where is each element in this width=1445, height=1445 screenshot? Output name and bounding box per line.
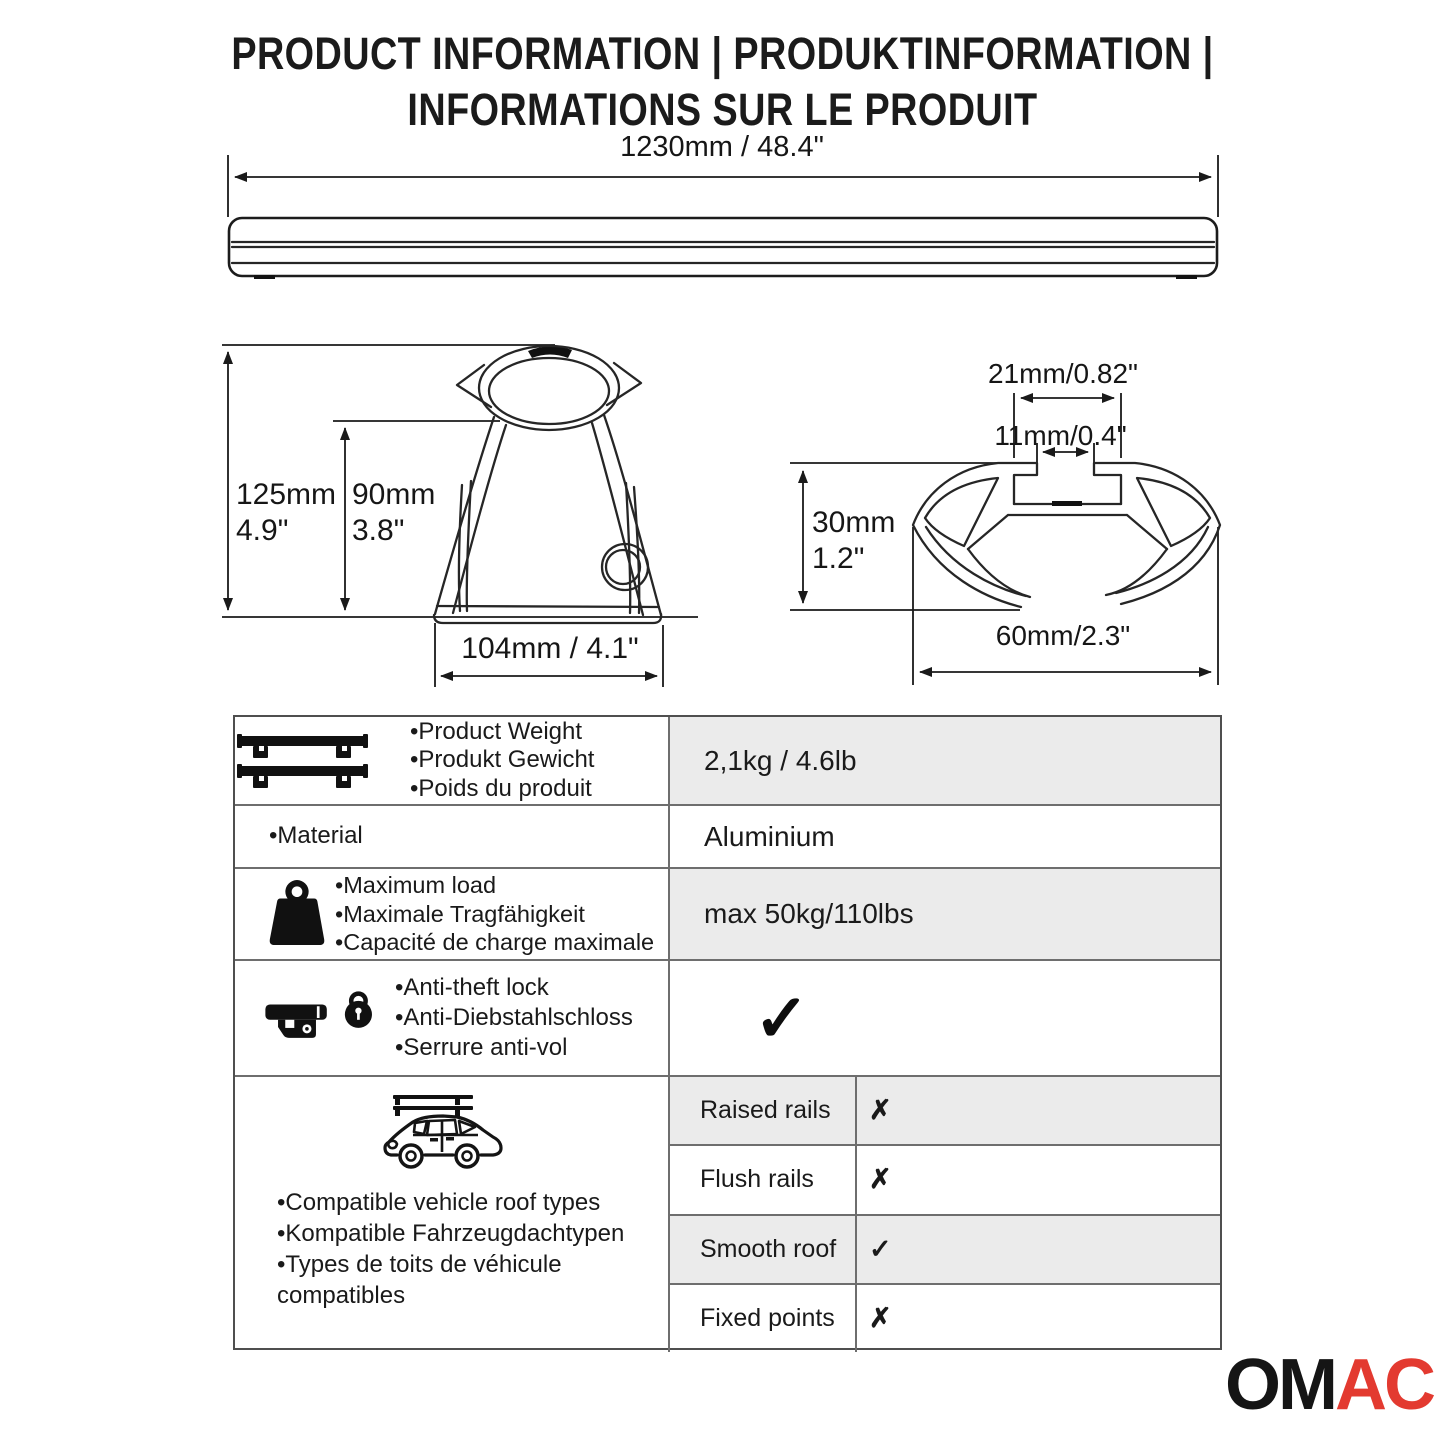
omac-logo-om: OM <box>1225 1345 1335 1425</box>
raised-rails-mark: ✗ <box>869 1095 892 1126</box>
label-roof-types-de: •Kompatible Fahrzeugdachtypen <box>277 1220 625 1247</box>
omac-logo <box>1188 1345 1433 1425</box>
foot-width-dim: 104mm / 4.1" <box>461 632 639 665</box>
roof-types-labels <box>277 1187 639 1311</box>
roof-type-row-raised-rails <box>670 1077 1220 1144</box>
anti-theft-labels <box>395 973 633 1063</box>
profile-channel-mark <box>1052 501 1082 506</box>
profile-height-mm: 30mm <box>812 506 896 539</box>
page-title <box>0 26 1445 138</box>
material-label-cell <box>235 806 670 867</box>
smooth-roof-label: Smooth roof <box>670 1216 857 1283</box>
max-load-value: max 50kg/110lbs <box>670 869 1220 959</box>
product-weight-value: 2,1kg / 4.6lb <box>670 717 1220 804</box>
table-row-max-load <box>235 867 1220 959</box>
crossbar-profile-diagram <box>780 355 1240 700</box>
lock-icon <box>265 990 385 1046</box>
foot-diagram <box>210 335 700 695</box>
smooth-roof-mark: ✓ <box>869 1233 892 1264</box>
label-material: •Material <box>269 822 363 850</box>
anti-theft-value <box>670 961 1220 1075</box>
table-row-material <box>235 804 1220 867</box>
profile-height-in: 1.2" <box>812 542 865 575</box>
max-load-labels <box>335 871 654 957</box>
product-weight-labels <box>410 718 594 804</box>
label-product-weight-de: •Produkt Gewicht <box>410 746 595 774</box>
label-max-load-de: •Maximale Tragfähigkeit <box>335 900 585 927</box>
omac-logo-ac: AC <box>1335 1345 1433 1425</box>
title-line-1: PRODUCT INFORMATION | PRODUKTINFORMATION | <box>231 28 1214 79</box>
crossbar-side-view-diagram <box>215 135 1230 300</box>
label-max-load-fr: •Capacité de charge maximale <box>335 929 655 956</box>
anti-theft-label-cell <box>235 961 670 1075</box>
label-anti-theft-de: •Anti-Diebstahlschloss <box>395 1004 633 1031</box>
table-row-roof-types <box>235 1075 1220 1352</box>
bar-foot-mark-right <box>1176 275 1197 279</box>
flush-rails-label: Flush rails <box>670 1146 857 1213</box>
fixed-points-mark: ✗ <box>869 1302 892 1333</box>
bar-length-dim: 1230mm / 48.4" <box>620 131 824 163</box>
label-anti-theft-fr: •Serrure anti-vol <box>395 1034 568 1061</box>
material-value: Aluminium <box>704 820 835 852</box>
fixed-points-label: Fixed points <box>670 1285 857 1352</box>
max-load-label-cell <box>235 869 670 959</box>
roof-type-row-fixed-points <box>670 1283 1220 1352</box>
label-roof-types-en: •Compatible vehicle roof types <box>277 1189 601 1216</box>
profile-width-dim: 60mm/2.3" <box>995 620 1131 651</box>
title-line-2: INFORMATIONS SUR LE PRODUIT <box>407 84 1038 135</box>
raised-rails-label: Raised rails <box>670 1077 857 1144</box>
foot-inner-height-mm: 90mm <box>352 478 436 511</box>
foot-inner-height-in: 3.8" <box>352 514 405 547</box>
profile-top-inner-dim: 11mm/0.4" <box>994 420 1127 451</box>
product-weight-label-cell <box>235 717 670 804</box>
table-row-anti-theft <box>235 959 1220 1075</box>
foot-outer-height-mm: 125mm <box>236 478 337 511</box>
label-anti-theft-en: •Anti-theft lock <box>395 974 549 1001</box>
label-product-weight-en: •Product Weight <box>410 717 583 745</box>
flush-rails-mark: ✗ <box>869 1164 892 1195</box>
crossbars-icon <box>235 732 370 790</box>
roof-types-label-cell <box>235 1077 670 1352</box>
label-product-weight-fr: •Poids du produit <box>410 774 592 802</box>
weight-icon <box>265 879 329 949</box>
roof-type-row-flush-rails <box>670 1144 1220 1213</box>
label-max-load-en: •Maximum load <box>335 872 497 899</box>
padlock-glyph <box>345 994 372 1028</box>
roof-type-row-smooth-roof <box>670 1214 1220 1283</box>
profile-top-outer-dim: 21mm/0.82" <box>987 358 1138 389</box>
bar-foot-mark-left <box>254 275 275 279</box>
label-roof-types-fr: •Types de toits de véhicule compatibles <box>277 1251 562 1309</box>
checkmark: ✓ <box>754 981 810 1055</box>
spec-table <box>233 715 1222 1350</box>
foot-outer-height-in: 4.9" <box>236 514 289 547</box>
car-roof-icon <box>383 1090 503 1172</box>
table-row-product-weight <box>235 717 1220 804</box>
roof-types-sub-table <box>670 1077 1220 1352</box>
